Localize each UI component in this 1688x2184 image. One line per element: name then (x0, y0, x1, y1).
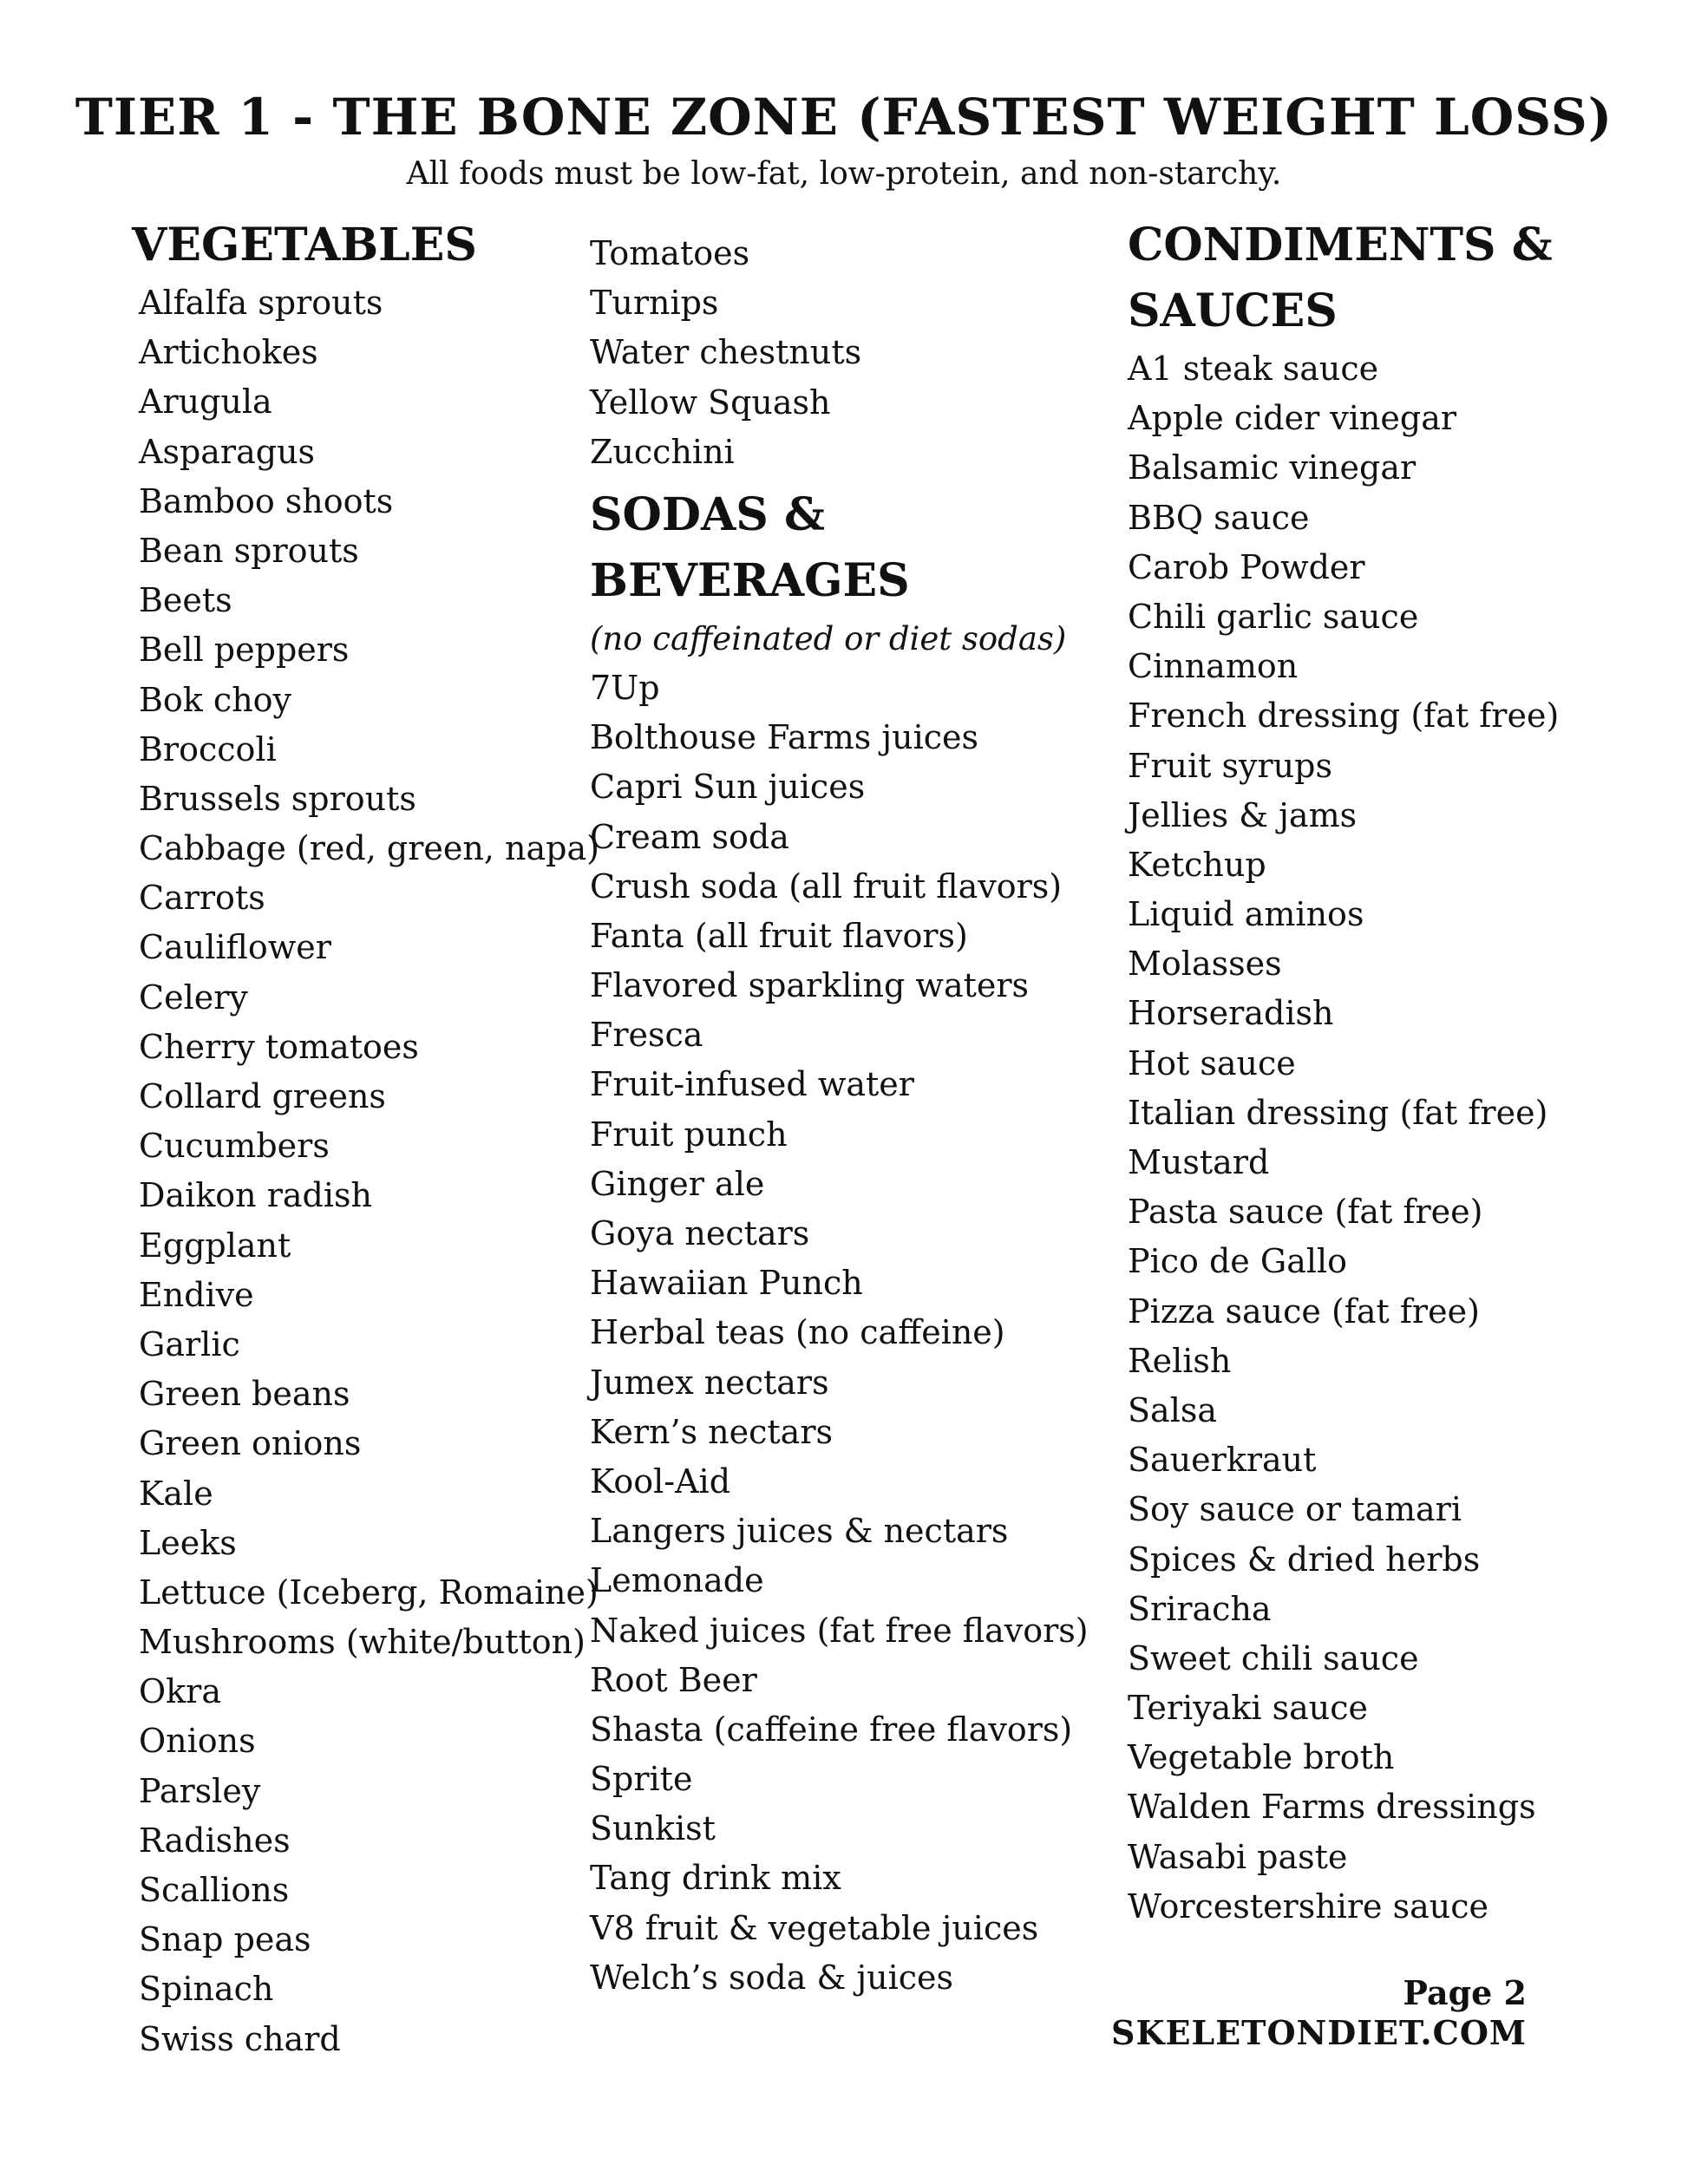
list-item: Zucchini (590, 432, 735, 471)
list-item: Jellies & jams (1128, 795, 1358, 834)
list-item: Cinnamon (1128, 647, 1299, 686)
list-item: Soy sauce or tamari (1128, 1490, 1462, 1529)
list-item: Bamboo shoots (139, 481, 394, 520)
list-item: Sunkist (590, 1809, 716, 1848)
list-item: Shasta (caffeine free flavors) (590, 1710, 1073, 1749)
list-item: Cucumbers (139, 1127, 330, 1166)
list-item: Garlic (139, 1324, 240, 1363)
list-item: Bean sprouts (139, 531, 359, 570)
list-item: Kool-Aid (590, 1461, 731, 1501)
list-item: Balsamic vinegar (1128, 448, 1416, 487)
list-item: Wasabi paste (1128, 1837, 1348, 1876)
list-item: French dressing (fat free) (1128, 696, 1560, 736)
list-item: Mushrooms (white/button) (139, 1623, 586, 1662)
list-item: Artichokes (139, 333, 318, 372)
list-item: Root Beer (590, 1660, 757, 1699)
list-item: Parsley (139, 1771, 261, 1810)
list-item: Walden Farms dressings (1128, 1788, 1536, 1827)
list-item: Fresca (590, 1016, 703, 1055)
list-item: Italian dressing (fat free) (1128, 1093, 1548, 1132)
list-item: Water chestnuts (590, 333, 862, 372)
list-item: Swiss chard (139, 2019, 341, 2058)
condiments-heading-line2: SAUCES (1128, 284, 1338, 337)
list-item: Mustard (1128, 1143, 1270, 1181)
list-item: Arugula (139, 383, 272, 422)
list-item: Fruit punch (590, 1115, 788, 1154)
page-number: Page 2 (1403, 1973, 1527, 2012)
list-item: Spinach (139, 1970, 274, 2009)
list-item: Liquid aminos (1128, 895, 1364, 934)
list-item: Jumex nectars (590, 1363, 829, 1402)
condiments-heading-line1: CONDIMENTS & (1128, 219, 1553, 271)
list-item: Vegetable broth (1128, 1738, 1395, 1777)
beverages-list (590, 664, 1093, 2003)
list-item: Green beans (139, 1375, 350, 1414)
list-item: BBQ sauce (1128, 498, 1310, 537)
list-item: Lettuce (Iceberg, Romaine) (139, 1573, 599, 1612)
list-item: Langers juices & nectars (590, 1512, 1009, 1551)
list-item: Scallions (139, 1871, 290, 1909)
list-item: Lemonade (590, 1561, 764, 1600)
condiments-heading (1128, 213, 1648, 344)
list-item: A1 steak sauce (1128, 350, 1379, 388)
list-item: Molasses (1128, 945, 1282, 984)
list-item: Naked juices (fat free flavors) (590, 1611, 1089, 1650)
list-item: Kale (139, 1474, 213, 1513)
list-item: Sweet chili sauce (1128, 1638, 1419, 1677)
page-title: TIER 1 - THE BONE ZONE (FASTEST WEIGHT LOSS) (75, 88, 1613, 147)
column-middle (590, 229, 1093, 2003)
list-item: Spices & dried herbs (1128, 1540, 1481, 1579)
list-item: Relish (1128, 1341, 1232, 1380)
list-item: Sauerkraut (1128, 1441, 1317, 1480)
list-item: Eggplant (139, 1226, 291, 1265)
list-item: Fanta (all fruit flavors) (590, 916, 968, 955)
list-item: Green onions (139, 1424, 362, 1463)
list-item: Alfalfa sprouts (139, 284, 383, 322)
list-item: Crush soda (all fruit flavors) (590, 866, 1063, 906)
list-item: Fruit syrups (1128, 746, 1332, 785)
list-item: Welch’s soda & juices (590, 1958, 954, 1997)
list-item: Salsa (1128, 1390, 1217, 1429)
list-item: Daikon radish (139, 1176, 373, 1215)
vegetables-list (139, 278, 599, 2064)
list-item: Radishes (139, 1821, 291, 1860)
list-item: Carob Powder (1128, 547, 1365, 586)
list-item: Onions (139, 1722, 256, 1761)
footer (1111, 1973, 1527, 2053)
list-item: Broccoli (139, 729, 277, 768)
beverages-heading-line2: BEVERAGES (590, 553, 910, 607)
list-item: Horseradish (1128, 994, 1334, 1033)
list-item: Fruit-infused water (590, 1065, 914, 1104)
list-item: Cauliflower (139, 928, 331, 967)
page-subtitle: All foods must be low-fat, low-protein, and non-starchy. (406, 156, 1282, 192)
list-item: Turnips (590, 284, 719, 323)
list-item: Kern’s nectars (590, 1412, 833, 1451)
list-item: Hawaiian Punch (590, 1264, 863, 1303)
list-item: Cherry tomatoes (139, 1027, 419, 1066)
list-item: Teriyaki sauce (1128, 1689, 1368, 1728)
list-item: Tomatoes (590, 234, 750, 272)
list-item: Asparagus (139, 432, 316, 471)
list-item: Okra (139, 1672, 221, 1711)
list-item: Carrots (139, 879, 265, 918)
list-item: Brussels sprouts (139, 779, 416, 818)
list-item: Collard greens (139, 1077, 386, 1115)
list-item: Celery (139, 978, 248, 1017)
list-item: Cream soda (590, 817, 789, 856)
list-item: Beets (139, 581, 232, 620)
column-condiments (1128, 213, 1648, 1932)
list-item: Ketchup (1128, 845, 1266, 884)
list-item: Sriracha (1128, 1589, 1272, 1628)
site-name: SKELETONDIET.COM (1111, 2013, 1527, 2052)
list-item: Bolthouse Farms juices (590, 718, 979, 757)
list-item: Cabbage (red, green, napa) (139, 829, 599, 868)
list-item: Tang drink mix (590, 1859, 841, 1898)
list-item: Pasta sauce (fat free) (1128, 1193, 1483, 1232)
list-item: Pico de Gallo (1128, 1242, 1348, 1281)
vegetables-continued-list (590, 229, 1093, 477)
list-item: Herbal teas (no caffeine) (590, 1313, 1005, 1352)
list-item: Bok choy (139, 680, 292, 719)
list-item: Endive (139, 1275, 254, 1314)
list-item: Leeks (139, 1523, 237, 1562)
list-item: Goya nectars (590, 1214, 810, 1252)
list-item: Bell peppers (139, 631, 350, 670)
list-item: Sprite (590, 1760, 693, 1799)
list-item: Pizza sauce (fat free) (1128, 1291, 1480, 1331)
beverages-heading-line1: SODAS & (590, 487, 825, 541)
beverages-note: (no caffeinated or diet sodas) (590, 619, 1067, 657)
list-item: Chili garlic sauce (1128, 597, 1419, 636)
list-item: Ginger ale (590, 1164, 765, 1203)
vegetables-heading: VEGETABLES (132, 219, 477, 271)
list-item: 7Up (590, 668, 660, 707)
list-item: Yellow Squash (590, 383, 831, 422)
list-item: Flavored sparkling waters (590, 966, 1030, 1005)
list-item: Worcestershire sauce (1128, 1886, 1488, 1926)
list-item: Apple cider vinegar (1128, 399, 1457, 438)
condiments-list (1128, 344, 1648, 1932)
beverages-heading (590, 482, 1093, 614)
list-item: Snap peas (139, 1920, 311, 1959)
list-item: Capri Sun juices (590, 768, 866, 807)
column-vegetables (130, 213, 599, 2064)
list-item: Hot sauce (1128, 1043, 1296, 1082)
list-item: V8 fruit & vegetable juices (590, 1908, 1039, 1947)
